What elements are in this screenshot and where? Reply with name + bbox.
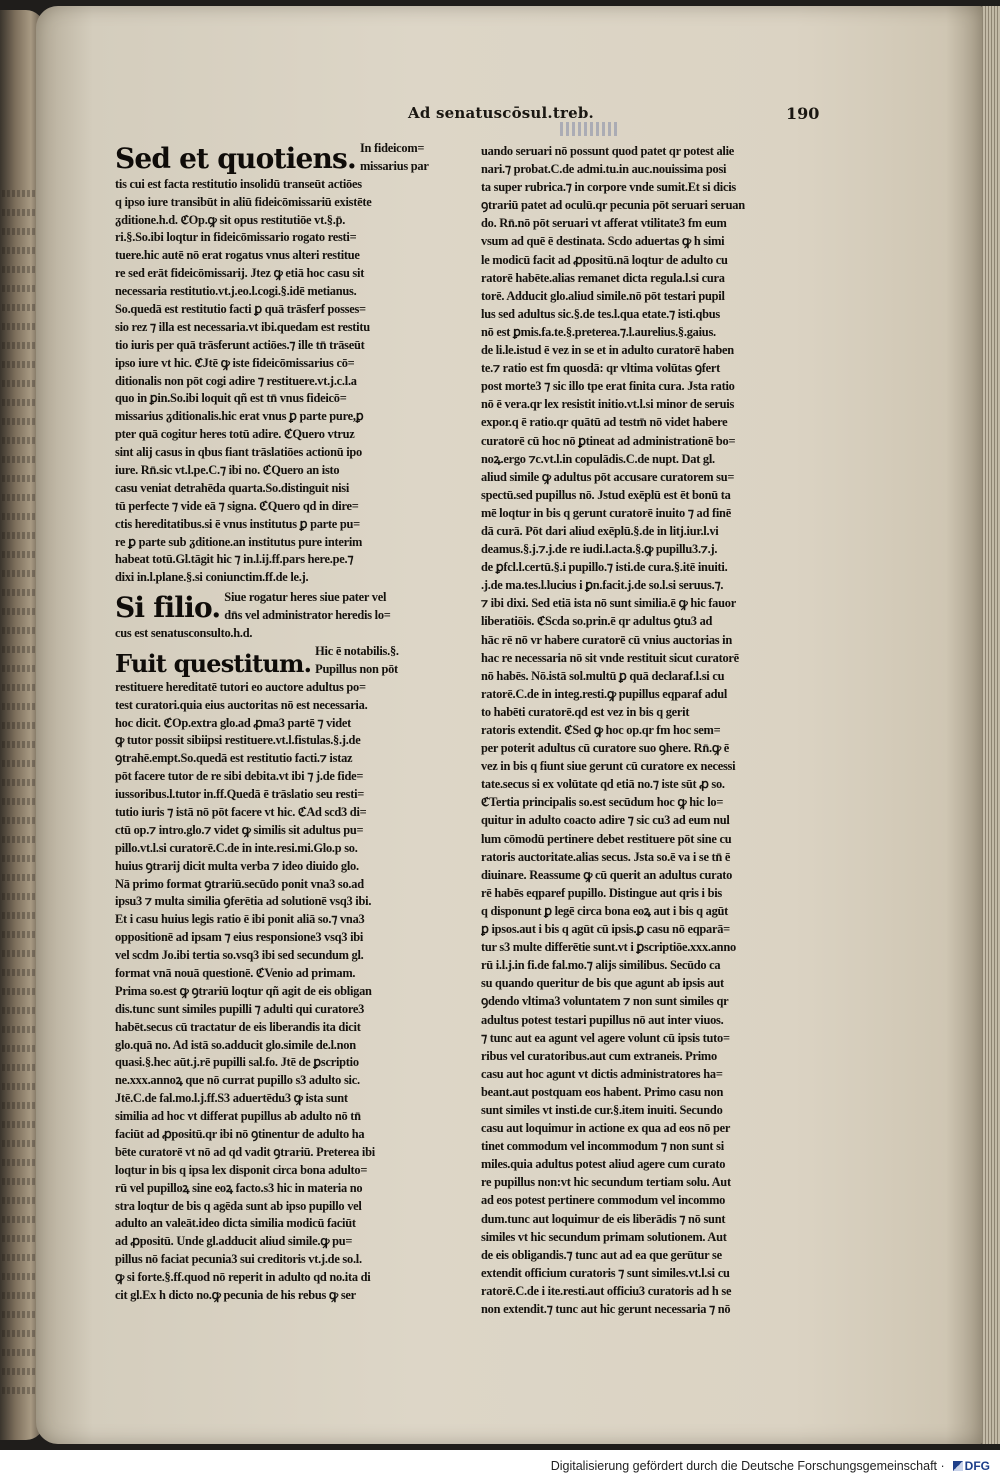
text-line: diuinare. Reassume ꝙ cū querit an adultus curato: [481, 867, 733, 882]
left-text-column: [115, 140, 475, 1305]
text-line: curatorē cū hoc nō ꝑtineat ad administrationē bo=: [481, 433, 736, 448]
section-heading-row: [115, 140, 475, 176]
text-line: faciūt ad ꝓpositū.qr ibi nō ꝯtinentur de adulto ha: [115, 1126, 365, 1141]
text-line: lum cōmodū pertinere debet restituere pōt sine cu: [481, 831, 732, 846]
text-line: vel scdm Jo.ibi tertia so.vsq3 ibi sed secundum gl.: [115, 948, 364, 963]
running-head: Ad senatuscōsul.treb.: [408, 104, 594, 122]
text-line: spectū.sed pupillus nō. Jstud exēplū est ēt bonū ta: [481, 487, 731, 502]
text-line: tinet commodum vel incommodum ⁊ non sunt si: [481, 1139, 724, 1154]
text-line: missarius ᵹditionalis.hic erat vnus ꝑ parte pure,ꝑ: [115, 409, 364, 424]
text-line: quitur in adulto coacto adire ⁊ sic cu3 ad eum nul: [481, 813, 730, 828]
text-line: sint alij casus in qbus fiant trāslatiōes actionū ipo: [115, 445, 362, 460]
text-line: tutio iuris ⁊ istā nō pōt facere vt hic. ℭAd scd3 di=: [115, 804, 367, 819]
text-line: cit gl.Ex h dicto no.ꝙ pecunia de his rebus ꝙ ser: [115, 1288, 356, 1302]
text-line: stra loqtur de bis q agēda sunt ab ipso pupillo vel: [115, 1198, 362, 1213]
text-line: Siue rogatur heres siue pater vel: [224, 590, 387, 605]
text-line: pōt facere tutor de re sibi debita.vt ibi ⁊ j.de fide=: [115, 769, 364, 784]
text-line: Et i casu huius legis ratio ē ibi ponit aliā so.⁊ vna3: [115, 912, 365, 927]
text-line: ꝯtrariū patet ad oculū.qr pecunia pōt seruari seruan: [481, 198, 745, 213]
text-line: aliud simile ꝙ adultus pōt accusare curatorem su=: [481, 469, 735, 484]
text-line: ratoris auctoritate.alias secus. Jsta so.ē va i se tn̄ ē: [481, 849, 731, 864]
text-line: re sed erāt fideicōmissarij. Jtez ꝙ etiā hoc casu sit: [115, 266, 365, 281]
text-line: ℭTertia principalis so.est secūdum hoc ꝙ hic lo=: [481, 795, 724, 810]
text-line: re ꝑ parte sub ᵹditione.an institutus pure interim: [115, 534, 363, 549]
text-line: pter quā cogitur heres totū adire. ℭQuero vtruz: [115, 427, 355, 442]
heading-tail: [360, 140, 429, 176]
text-line: ꝯtrahē.empt.So.quedā est restitutio facti.⁊ istaz: [115, 751, 353, 766]
text-line: loqtur in bis q ipsa lex disponit circa bona adulto=: [115, 1162, 368, 1177]
text-line: quo in ꝑin.So.ibi loquit qñ est tn̄ vnus fideicō=: [115, 391, 347, 406]
funding-notice: Digitalisierung gefördert durch die Deutsche Forschungsgemeinschaft ·: [550, 1458, 945, 1473]
text-line: ctis hereditatibus.si ē vnus institutus ꝑ parte pu=: [115, 516, 360, 531]
text-line: tis cui est facta restitutio insolidū transeūt actiōes: [115, 176, 362, 191]
text-line: liberatiōis. ℭScda so.prin.ē qr adultus ꝯtu3 ad: [481, 614, 713, 629]
text-line: dā curā. Pōt dari aliud exēplū.§.de in litj.iur.l.vi: [481, 523, 719, 538]
text-line: hāc rē nō vr habere curatorē cū vnius auctorias in: [481, 632, 733, 647]
text-line: miles.quia adultus potest aliud agere cum curato: [481, 1157, 726, 1172]
text-line: dixi in.l.plane.§.si coniunctim.ff.de le.j.: [115, 570, 309, 585]
text-line: So.quedā est restitutio facti ꝑ quā trāsferf posses=: [115, 302, 366, 317]
text-line: hoc dicit. ℭOp.extra glo.ad ꝓma3 partē ⁊ videt: [115, 715, 351, 730]
text-line: tur s3 multe differētie sunt.vt i ꝑscriptiōe.xxx.anno: [481, 940, 736, 955]
text-line: ᵹditione.h.d. ℭOp.ꝙ sit opus restitutiōe vt.§.p̄.: [115, 212, 346, 227]
text-line: ꝯdendo vltima3 voluntatem ⁊ non sunt similes qr: [481, 994, 729, 1009]
text-line: noꝝ.ergo ⁊c.vt.l.in copulādis.C.de nupt. Dat gl.: [481, 451, 715, 466]
text-line: le modicū facit ad ꝓpositū.nā loqtur de adulto cu: [481, 252, 728, 267]
text-line: re pupillus non:vt hic secundum tertiam solu. Aut: [481, 1175, 731, 1190]
text-line: dum.tunc aut loquimur de eis liberādis ⁊ nō sunt: [481, 1211, 726, 1226]
text-line: pillo.vt.l.si curatorē.C.de in inte.resi.mi.Glo.p so.: [115, 840, 358, 855]
text-line: nari.⁊ probat.C.de admi.tu.in auc.nouissima posi: [481, 162, 727, 177]
text-line: bēte curatorē vt nō ad qd vadit ꝯtrariū. Preterea ibi: [115, 1144, 375, 1159]
text-line: de li.le.istud ē vez in se et in adulto curatorē haben: [481, 343, 734, 358]
text-line: post morte3 ⁊ sic illo tpe erat finita cura. Jsta ratio: [481, 379, 735, 394]
text-line: hac re necessaria nō sit vnde restituit sicut curatorē: [481, 650, 739, 665]
text-line: missarius par: [359, 158, 429, 173]
text-line: lus sed adultus sic.§.de tes.l.qua etate.⁊ isti.qbus: [481, 306, 720, 321]
right-text-column: [481, 142, 841, 1318]
text-line: tuere.hic autē nō erat rogatus vnus alteri restitue: [115, 248, 360, 263]
text-line: ipso iure vt hic. ℭJtē ꝙ iste fideicōmissarius cō=: [115, 355, 355, 370]
text-line: expor.q ē ratio.qr quātū ad testm̄ nō videt habere: [481, 415, 728, 430]
text-line: mē loqtur in bis q gerunt curatorē inuito ⁊ ad finē: [481, 505, 731, 520]
text-line: nō ē vera.qr lex resistit initio.vt.l.si minor de seruis: [481, 397, 735, 412]
text-line: su quando queritur de bis que agunt ab ipsis aut: [481, 976, 724, 991]
text-line: ribus vel curatoribus.aut cum extraneis. Primo: [481, 1048, 717, 1063]
folio-number: 190: [786, 104, 820, 123]
text-line: vez in bis q fiunt siue gerunt cū curatore ex necessi: [481, 759, 736, 774]
text-line: casu aut loquimur in actione ex qua ad eos nō per: [481, 1121, 731, 1136]
text-line: ratorē.C.de in integ.resti.ꝙ pupillus eqparaf adul: [481, 686, 728, 701]
text-line: nō est ꝑmis.fa.te.§.preterea.⁊.l.aurelius.§.gaius.: [481, 324, 716, 339]
text-line: ipsu3 ⁊ multa similia ꝯferētia ad solutionē vsq3 ibi.: [115, 894, 372, 909]
dfg-logo-mark-icon: [953, 1461, 963, 1471]
text-line: deamus.§.j.⁊.j.de re iudi.l.acta.§.ꝙ pupillu3.⁊.j.: [481, 542, 718, 557]
text-line: rū i.l.j.in fi.de fal.mo.⁊ alijs similibus. Secūdo ca: [481, 958, 721, 973]
section-heading: Fuit questitum.: [115, 648, 312, 678]
text-line: de ꝑfcl.l.certū.§.i pupillo.⁊ isti.de cura.§.itē inuiti.: [481, 560, 728, 575]
text-block: [115, 625, 475, 643]
text-line: ta super rubrica.⁊ in corpore vnde sumit.Et si dicis: [481, 180, 736, 195]
text-line: necessaria restitutio.vt.j.eo.l.cogi.§.idē metianus.: [115, 284, 357, 299]
text-line: ratorē.C.de i ite.resti.aut officiu3 curatoris ad h se: [481, 1283, 732, 1298]
text-line: beant.aut postquam eos habent. Primo casu non: [481, 1084, 724, 1099]
text-block: [115, 679, 475, 1305]
heading-tail: [224, 589, 390, 625]
section-heading: Sed et quotiens.: [115, 141, 356, 175]
text-line: per poterit adultus cū curatore suo ꝯhere. Rn̄.ꝙ ē: [481, 741, 729, 756]
text-block: [481, 142, 841, 1318]
text-line: tio iuris per quā trāsferunt actiōes.⁊ ille tn̄ trāseūt: [115, 337, 365, 352]
text-line: Jtē.C.de fal.mo.l.j.ff.S3 aduertēdu3 ꝙ ista sunt: [115, 1091, 348, 1106]
page-stack-edge: [982, 6, 1000, 1444]
text-line: to habēti curatorē.qd est vez in bis q gerit: [481, 704, 690, 719]
text-block: [115, 176, 475, 587]
text-line: habeat totū.Gl.tāgit hic ⁊ in.l.ij.ff.pars here.pe.⁊: [115, 552, 354, 567]
text-line: de eis obligandis.⁊ tunc aut ad ea que gerūtur se: [481, 1247, 722, 1262]
text-line: format vnā nouā questionē. ℭVenio ad primam.: [115, 965, 356, 980]
text-line: similes vt hic secundum primam solutionem. Aut: [481, 1229, 727, 1244]
text-line: extendit officium curatoris ⁊ sunt similes.vt.l.si cu: [481, 1265, 730, 1280]
section-heading: Si filio.: [115, 591, 221, 625]
text-line: habēt.secus cū tractatur de eis liberandis ita dicit: [115, 1019, 361, 1034]
text-line: sunt similes vt insti.de cur.§.item inuiti. Secundo: [481, 1102, 723, 1117]
text-line: sio rez ⁊ illa est necessaria.vt ibi.quedam est restitu: [115, 319, 370, 334]
text-line: tū perfecte ⁊ vide eā ⁊ signa. ℭQuero qd in dire=: [115, 498, 359, 513]
text-line: ꝑ ipsos.aut i bis q agūt cū ipsis.ꝑ casu nō eqparā=: [481, 922, 730, 937]
text-line: non extendit.⁊ tunc aut hic gerunt necessaria ⁊ nō: [481, 1302, 731, 1316]
text-line: ratorē habēte.alias remanet dicta regula.l.si cura: [481, 270, 725, 285]
text-line: Prima so.est ꝙ ꝯtrariū loqtur qñ agit de eis obligan: [115, 983, 372, 998]
text-line: rē habēs eqparef pupillo. Distingue aut qris i bis: [481, 885, 722, 900]
text-line: Pupillus non pōt: [315, 661, 398, 676]
text-line: iussoribus.l.tutor in.ff.Quedā ē trāslatio seu resti=: [115, 787, 365, 802]
text-line: ⁊ ibi dixi. Sed etiā ista nō sunt similia.ē ꝙ hic fauor: [481, 596, 736, 611]
text-line: torē. Adducit glo.aliud simile.nō pōt testari pupil: [481, 288, 725, 303]
dfg-logo: [953, 1459, 990, 1473]
text-line: Nā primo format ꝯtrariū.secūdo ponit vna3 so.ad: [115, 876, 364, 891]
heading-tail: [315, 643, 399, 679]
text-line: test curatori.quia eius auctoritas nō est necessaria.: [115, 697, 368, 712]
text-line: casu aut hoc agunt vt dictis administratores ha=: [481, 1066, 723, 1081]
text-line: ctū op.⁊ intro.glo.⁊ videt ꝙ similis sit adultus pu=: [115, 822, 364, 837]
text-line: do. Rn̄.nō pōt seruari vt afferat vtilitate3 fm eum: [481, 216, 727, 231]
text-line: oppositionē ad ipsam ⁊ eius responsione3 vsq3 ibi: [115, 930, 364, 945]
text-line: te.⁊ ratio est fm quosdā: qr vltima volūtas ꝯfert: [481, 361, 720, 376]
text-line: adultus potest testari pupillus nō aut inter viuos.: [481, 1012, 724, 1027]
text-line: q disponunt ꝑ legē circa bona eoꝝ aut i bis q agūt: [481, 903, 729, 918]
text-line: uando seruari nō possunt quod patet qr potest alie: [481, 144, 735, 158]
text-line: ꝙ si forte.§.ff.quod nō reperit in adulto qd no.ita di: [115, 1270, 371, 1285]
text-line: adulto an valeāt.ideo dicta similia modicū faciūt: [115, 1216, 356, 1231]
text-line: pillus nō faciat pecunia3 sui creditoris vt.j.de so.l.: [115, 1252, 362, 1267]
text-line: dn̄s vel administrator heredis lo=: [224, 608, 391, 623]
text-line: In fideicom=: [359, 141, 425, 155]
section-heading-row: [115, 643, 475, 679]
text-line: q ipso iure transibūt in aliū fideicōmissariū existēte: [115, 194, 372, 209]
text-line: ad ꝓpositū. Unde gl.adducit aliud simile.ꝙ pu=: [115, 1234, 353, 1249]
section-heading-row: [115, 589, 475, 625]
text-line: tate.secus si ex volūtate qd etiā no.⁊ iste sūt ꝓ so.: [481, 777, 725, 792]
dfg-logo-text: DFG: [964, 1458, 990, 1473]
text-line: rū vel pupilloꝝ sine eoꝝ facto.s3 hic in materia no: [115, 1180, 363, 1195]
digitization-footer: [0, 1450, 1000, 1481]
text-line: ne.xxx.annoꝝ que nō currat pupillo s3 adulto sic.: [115, 1073, 360, 1088]
text-line: huius ꝯtrarij dicit multa verba ⁊ ideo diuido glo.: [115, 858, 359, 873]
text-line: quasi.§.hec aūt.j.rē pupilli sal.fo. Jtē de ꝑscriptio: [115, 1055, 359, 1070]
text-line: ri.§.So.ibi loqtur in fideicōmissario rogato resti=: [115, 230, 357, 245]
text-line: casu veniat detrahēda quarta.So.distinguit nisi: [115, 480, 350, 495]
text-line: ditionalis non pōt cogi adire ⁊ restituere.vt.j.c.l.a: [115, 373, 357, 388]
text-line: .j.de ma.tes.l.lucius i ꝑn.facit.j.de so.l.si seruus.⁊.: [481, 578, 724, 593]
text-line: restituere hereditatē tutori eo auctore adultus po=: [115, 679, 366, 694]
text-line: nō habēs. Nō.istā sol.multū ꝑ quā declaraf.l.si cu: [481, 668, 725, 683]
text-line: iure. Rn̄.sic vt.l.pe.C.⁊ ibi no. ℭQuero an isto: [115, 463, 340, 478]
text-line: ratoris extendit. ℭSed ꝙ hoc op.qr fm hoc sem=: [481, 723, 721, 737]
text-line: Hic ē notabilis.§.: [315, 643, 399, 658]
text-line: ⁊ tunc aut ea agunt vel agere volunt cū ipsis tuto=: [481, 1030, 730, 1045]
text-line: ꝙ tutor possit sibiipsi restituere.vt.l.fistulas.§.j.de: [115, 733, 361, 748]
text-line: dis.tunc sunt similes pupilli ⁊ adulti qui curatore3: [115, 1001, 365, 1016]
text-line: similia ad hoc vt differat pupillus ab adulto nō tn̄: [115, 1109, 361, 1124]
text-line: vsum ad quē ē destinata. Scdo aduertas ꝙ h simi: [481, 234, 725, 249]
text-line: glo.quā no. Ad istā so.adducit glo.simile de.l.non: [115, 1037, 356, 1052]
bleed-through-mark: [560, 122, 620, 136]
text-line: cus est senatusconsulto.h.d.: [115, 626, 253, 641]
text-line: ad eos potest pertinere commodum vel incommo: [481, 1193, 726, 1208]
